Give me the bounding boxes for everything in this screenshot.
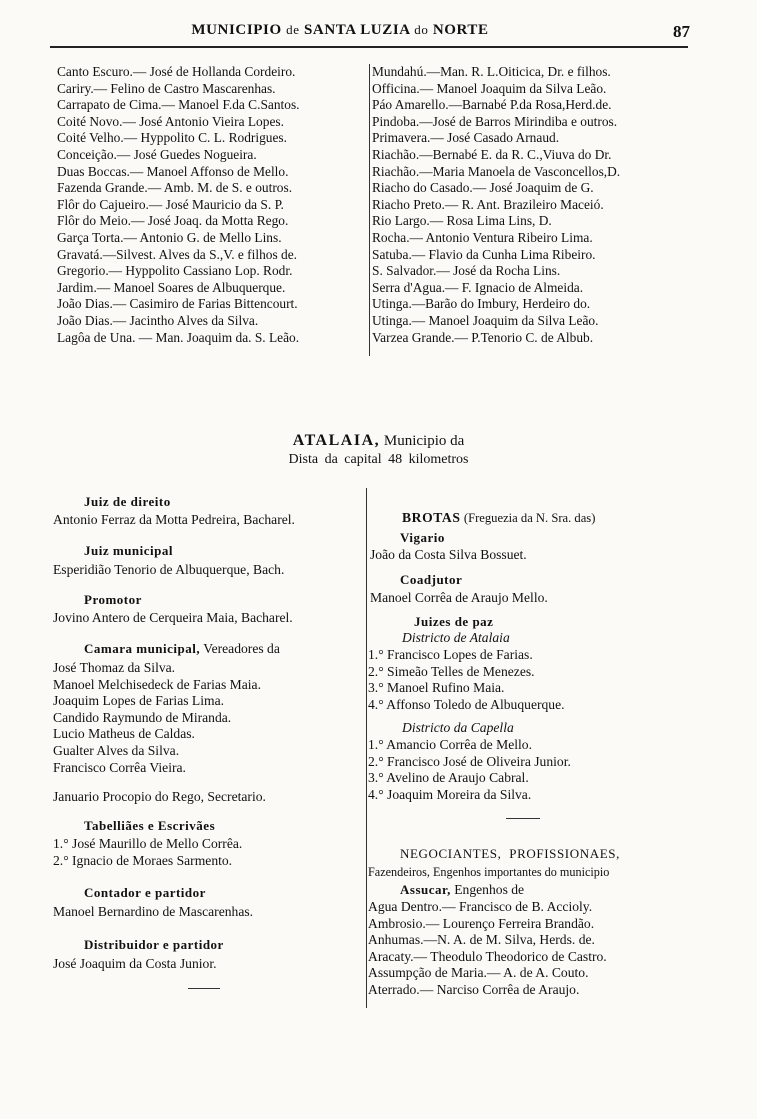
juiz-paz-item: 1.° Amancio Corrêa de Mello. — [368, 737, 532, 752]
juiz-paz-item: 3.° Avelino de Araujo Cabral. — [368, 770, 529, 786]
section-heading: Juiz de direito — [84, 494, 171, 509]
list-item: Satuba.— Flavio da Cunha Lima Ribeiro. — [372, 246, 596, 262]
list-item: João Dias.— Jacintho Alves da Silva. — [57, 312, 259, 328]
districto-capella-list — [368, 737, 684, 803]
list-item: Riacho Preto.— R. Ant. Brazileiro Maceió. — [372, 196, 604, 212]
municipality-name: ATALAIA, — [292, 432, 381, 449]
tabelliaes-list — [53, 836, 363, 869]
list-item: João Dias.— Casimiro de Farias Bittencourt. — [57, 296, 298, 312]
list-item: Serra d'Agua.— F. Ignacio de Almeida. — [372, 279, 584, 295]
vereador-item: Candido Raymundo de Miranda. — [53, 709, 232, 725]
section-heading: Promotor — [84, 592, 142, 607]
list-item: Coité Novo.— José Antonio Vieira Lopes. — [57, 113, 284, 129]
negociantes-heading: NEGOCIANTES, PROFISSIONAES, — [400, 846, 620, 861]
section-heading: Vigario — [400, 530, 445, 545]
header-rule — [50, 46, 688, 48]
title-word: do — [414, 22, 429, 37]
section-heading: Juiz municipal — [84, 543, 173, 558]
fazendeiros-line: Fazendeiros, Engenhos importantes do municipio — [368, 865, 610, 879]
list-item: Mundahú.—Man. R. L.Oiticica, Dr. e filhos. — [372, 64, 611, 79]
section-heading: Juizes de paz — [414, 614, 494, 629]
list-item: Riachão.—Maria Manoela de Vasconcellos,D. — [372, 163, 621, 179]
list-item: Rio Largo.— Rosa Lima Lins, D. — [372, 213, 552, 229]
top-left-column — [57, 64, 367, 346]
list-item: Flôr do Cajueiro.— José Mauricio da S. P. — [57, 196, 284, 212]
brotas-subtitle: (Freguezia da N. Sra. das) — [463, 511, 596, 525]
assucar-heading — [400, 882, 524, 898]
list-item: Officina.— Manoel Joaquim da Silva Leão. — [372, 80, 607, 96]
camara-heading-bold: Camara municipal, — [84, 641, 201, 656]
distribuidor-entry: José Joaquim da Costa Junior. — [53, 956, 217, 971]
engenho-item: Aterrado.— Narciso Corrêa de Araujo. — [368, 981, 580, 997]
list-item: Utinga.— Manoel Joaquim da Silva Leão. — [372, 312, 599, 328]
left-end-rule — [188, 988, 220, 989]
title-word: de — [286, 22, 300, 37]
vereador-item: Francisco Corrêa Vieira. — [53, 759, 186, 775]
engenho-item: Aracaty.— Theodulo Theodorico de Castro. — [368, 948, 607, 964]
list-item: Páo Amarello.—Barnabé P.da Rosa,Herd.de. — [372, 97, 612, 113]
list-item: Fazenda Grande.— Amb. M. de S. e outros. — [57, 180, 293, 196]
list-item: Gravatá.—Silvest. Alves da S.,V. e filhos de. — [57, 246, 298, 262]
vereador-item: Joaquim Lopes de Farias Lima. — [53, 693, 225, 709]
section-heading: Contador e partidor — [84, 885, 206, 900]
engenho-item: Anhumas.—N. A. de M. Silva, Herds. de. — [368, 932, 595, 948]
lower-column-divider — [366, 488, 367, 1008]
list-item: Rocha.— Antonio Ventura Ribeiro Lima. — [372, 229, 593, 245]
list-item: Pindoba.—José de Barros Mirindiba e outros. — [372, 113, 618, 129]
juiz-direito-entry: Antonio Ferraz da Motta Pedreira, Bacharel. — [53, 512, 295, 527]
engenho-item: Assumpção de Maria.— A. de A. Couto. — [368, 965, 589, 981]
top-right-column — [372, 64, 688, 346]
list-item: Cariry.— Felino de Castro Mascarenhas. — [57, 80, 276, 96]
municipality-title — [0, 432, 757, 450]
list-item: Garça Torta.— Antonio G. de Mello Lins. — [57, 229, 282, 245]
camara-heading-rest: Vereadores da — [203, 641, 280, 656]
right-mid-rule — [506, 818, 540, 819]
camara-heading — [84, 641, 280, 657]
juiz-paz-item: 2.° Simeão Telles de Menezes. — [368, 663, 535, 679]
engenhos-list — [368, 899, 688, 999]
tabelliao-item: 1.° José Maurillo de Mello Corrêa. — [53, 836, 243, 851]
page-number: 87 — [673, 22, 690, 41]
districto-atalaia-list — [368, 647, 684, 713]
juiz-municipal-entry: Esperidião Tenorio de Albuquerque, Bach. — [53, 562, 285, 577]
list-item: Riacho do Casado.— José Joaquim de G. — [372, 180, 594, 196]
section-heading: Distribuidor e partidor — [84, 937, 224, 952]
coadjutor-entry: Manoel Corrêa de Araujo Mello. — [370, 590, 548, 605]
vereador-item: Gualter Alves da Silva. — [53, 742, 180, 758]
list-item: Jardim.— Manoel Soares de Albuquerque. — [57, 279, 286, 295]
page-header — [50, 22, 690, 46]
vereador-item: Lucio Matheus de Caldas. — [53, 726, 195, 742]
list-item: Lagôa de Una. — Man. Joaquim da. S. Leão. — [57, 329, 300, 345]
juiz-paz-item: 1.° Francisco Lopes de Farias. — [368, 647, 533, 662]
juiz-paz-item: 3.° Manoel Rufino Maia. — [368, 680, 505, 696]
assucar-rest: Engenhos de — [454, 882, 525, 897]
municipality-subtitle: Municipio da — [383, 433, 465, 449]
title-word: SANTA LUZIA — [303, 22, 410, 38]
section-heading: Coadjutor — [400, 572, 463, 587]
list-item: Flôr do Meio.— José Joaq. da Motta Rego. — [57, 213, 289, 229]
brotas-heading — [402, 510, 595, 526]
title-word: NORTE — [432, 22, 489, 38]
running-title — [50, 22, 630, 39]
secretario-entry: Januario Procopio do Rego, Secretario. — [53, 789, 266, 804]
tabelliao-item: 2.° Ignacio de Moraes Sarmento. — [53, 852, 233, 868]
brotas-name: BROTAS — [402, 510, 461, 525]
list-item: Varzea Grande.— P.Tenorio C. de Albub. — [372, 329, 594, 345]
district-heading: Districto de Atalaia — [402, 630, 510, 645]
engenho-item: Agua Dentro.— Francisco de B. Accioly. — [368, 899, 593, 914]
list-item: Duas Boccas.— Manoel Affonso de Mello. — [57, 163, 289, 179]
list-item: Gregorio.— Hyppolito Cassiano Lop. Rodr. — [57, 263, 293, 279]
list-item: Conceição.— José Guedes Nogueira. — [57, 146, 257, 162]
list-item: S. Salvador.— José da Rocha Lins. — [372, 263, 561, 279]
promotor-entry: Jovino Antero de Cerqueira Maia, Bacharel. — [53, 610, 293, 625]
vereador-item: Manoel Melchisedeck de Farias Maia. — [53, 676, 261, 692]
list-item: Riachão.—Bernabé E. da R. C.,Viuva do Dr. — [372, 146, 612, 162]
vereador-item: José Thomaz da Silva. — [53, 660, 176, 675]
juiz-paz-item: 2.° Francisco José de Oliveira Junior. — [368, 753, 571, 769]
vereadores-list — [53, 660, 363, 776]
list-item: Canto Escuro.— José de Hollanda Cordeiro. — [57, 64, 296, 79]
district-heading: Districto da Capella — [402, 720, 514, 735]
section-heading: Tabelliães e Escrivães — [84, 818, 216, 833]
engenho-item: Ambrosio.— Lourenço Ferreira Brandão. — [368, 915, 595, 931]
list-item: Coité Velho.— Hyppolito C. L. Rodrigues. — [57, 130, 287, 146]
top-column-divider — [369, 64, 370, 356]
list-item: Carrapato de Cima.— Manoel F.da C.Santos. — [57, 97, 300, 113]
list-item: Utinga.—Barão do Imbury, Herdeiro do. — [372, 296, 591, 312]
juiz-paz-item: 4.° Joaquim Moreira da Silva. — [368, 786, 532, 802]
distance-line: Dista da capital 48 kilometros — [288, 452, 469, 467]
contador-entry: Manoel Bernardino de Mascarenhas. — [53, 904, 254, 919]
juiz-paz-item: 4.° Affonso Toledo de Albuquerque. — [368, 696, 565, 712]
title-word: MUNICIPIO — [191, 22, 282, 38]
list-item: Primavera.— José Casado Arnaud. — [372, 130, 560, 146]
vigario-entry: João da Costa Silva Bossuet. — [370, 547, 527, 562]
assucar-bold: Assucar, — [400, 882, 451, 897]
